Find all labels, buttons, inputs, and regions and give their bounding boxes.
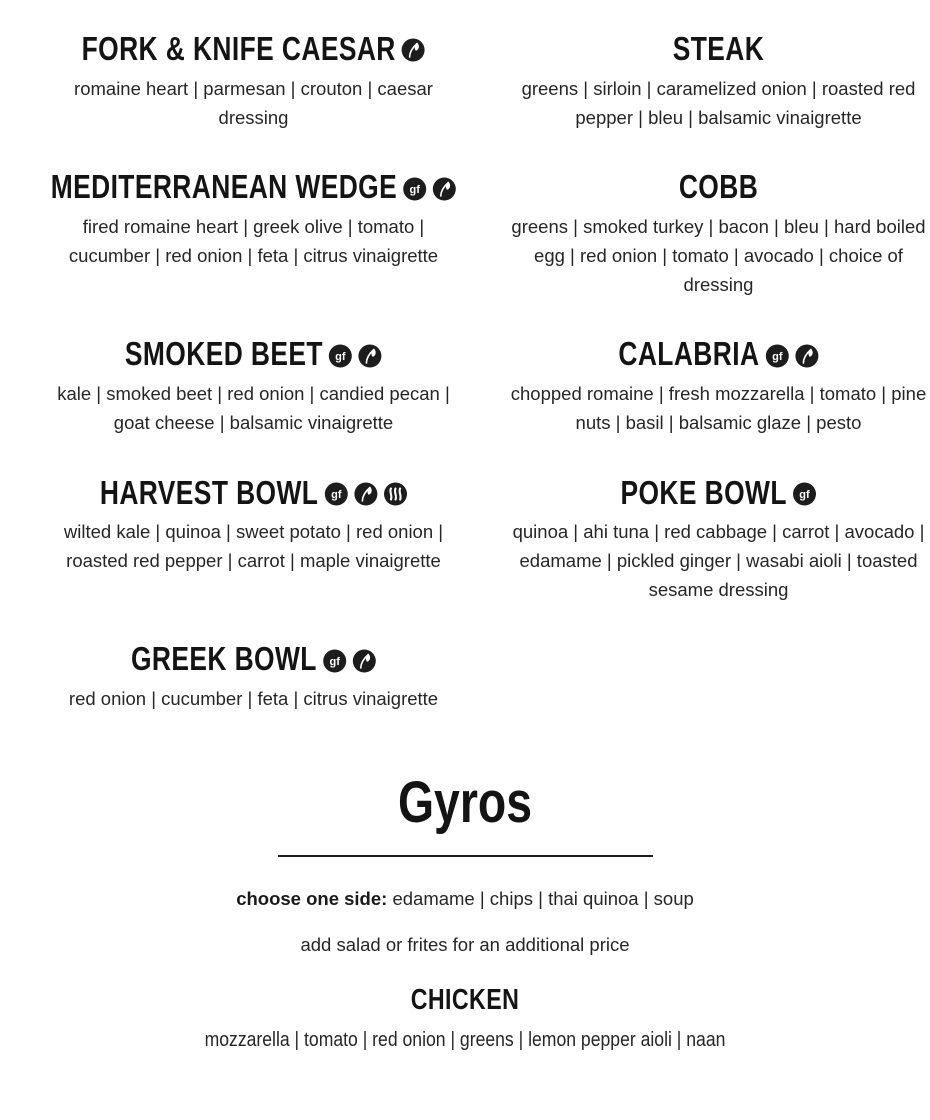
sides-label: choose one side: — [236, 887, 388, 909]
menu-item-heading — [93, 984, 837, 1017]
vegetarian-icon — [401, 38, 425, 62]
menu-item-heading — [51, 168, 457, 206]
menu-item-chicken-gyro — [0, 984, 930, 1054]
menu-item-name: COBB — [678, 168, 759, 206]
gluten-free-icon — [765, 344, 789, 368]
menu-item-name: CHICKEN — [410, 984, 520, 1017]
vegetarian-icon — [354, 482, 378, 506]
vegetarian-icon — [795, 344, 819, 368]
section-title-gyros: Gyros — [397, 770, 533, 836]
menu-item-heading — [51, 640, 457, 678]
sides-options: edamame | chips | thai quinoa | soup — [387, 887, 694, 909]
menu-item-steak — [507, 30, 930, 132]
gluten-free-icon — [322, 649, 346, 673]
menu-item-name: STEAK — [672, 30, 765, 67]
menu-item-name: GREEK BOWL — [130, 640, 317, 678]
sides-note: add salad or frites for an additional price — [300, 934, 630, 956]
menu-item-harvest-bowl — [0, 474, 507, 576]
vegetarian-icon — [352, 649, 376, 673]
menu-item-heading — [549, 30, 887, 68]
menu-item-greek-bowl — [0, 640, 507, 714]
menu-item-poke-bowl — [507, 474, 930, 605]
menu-item-heading — [51, 335, 457, 373]
menu-item-description: chopped romaine | fresh mozzarella | tomato | pine nuts | basil | balsamic glaze | pesto — [510, 383, 927, 433]
menu-item-name: HARVEST BOWL — [99, 473, 319, 511]
menu-item-description: greens | smoked turkey | bacon | bleu | hard boiled egg | red onion | tomato | avocado | choice of dressing — [511, 216, 926, 295]
menu-item-heading — [549, 168, 887, 206]
menu-item-heading — [51, 30, 457, 68]
menu-item-cobb — [507, 168, 930, 299]
menu-item-description: romaine heart | parmesan | crouton | caesar dressing — [74, 77, 433, 128]
gluten-free-icon — [324, 482, 348, 506]
menu-item-fork-knife-caesar — [0, 30, 507, 132]
menu-item-description: kale | smoked beet | red onion | candied pecan | goat cheese | balsamic vinaigrette — [57, 383, 450, 433]
menu-item-mediterranean-wedge — [0, 168, 507, 270]
menu-item-name: FORK & KNIFE CAESAR — [81, 30, 396, 67]
menu-item-name: CALABRIA — [618, 335, 760, 373]
sides-line — [0, 885, 930, 914]
menu-item-description: fired romaine heart | greek olive | tomato | cucumber | red onion | feta | citrus vinaigrette — [68, 216, 439, 266]
gyros-section — [0, 770, 930, 1054]
menu-item-name: MEDITERRANEAN WEDGE — [50, 168, 398, 206]
menu-item-heading — [549, 335, 887, 373]
menu-item-smoked-beet — [0, 335, 507, 437]
gluten-free-icon — [403, 177, 427, 201]
gluten-free-icon — [329, 344, 353, 368]
steam-icon — [383, 482, 407, 506]
menu-item-heading — [549, 474, 887, 512]
menu-item-description: wilted kale | quinoa | sweet potato | red onion | roasted red pepper | carrot | maple vinaigrette — [63, 521, 444, 572]
menu-item-description: quinoa | ahi tuna | red cabbage | carrot | avocado | edamame | pickled ginger | wasabi aioli | toasted sesame dressing — [512, 521, 925, 600]
menu-item-description: greens | sirloin | caramelized onion | roasted red pepper | bleu | balsamic vinaigrette — [521, 77, 916, 128]
gluten-free-icon — [793, 482, 817, 506]
menu-item-calabria — [507, 335, 930, 437]
vegetarian-icon — [358, 344, 382, 368]
section-divider — [278, 855, 653, 857]
menu-item-description: red onion | cucumber | feta | citrus vinaigrette — [68, 688, 439, 710]
menu-item-name: POKE BOWL — [620, 473, 787, 511]
menu-item-name: SMOKED BEET — [124, 335, 323, 373]
vegetarian-icon — [432, 177, 456, 201]
menu-item-description: mozzarella | tomato | red onion | greens | lemon pepper aioli | naan — [204, 1029, 726, 1052]
menu-item-heading — [51, 474, 457, 512]
